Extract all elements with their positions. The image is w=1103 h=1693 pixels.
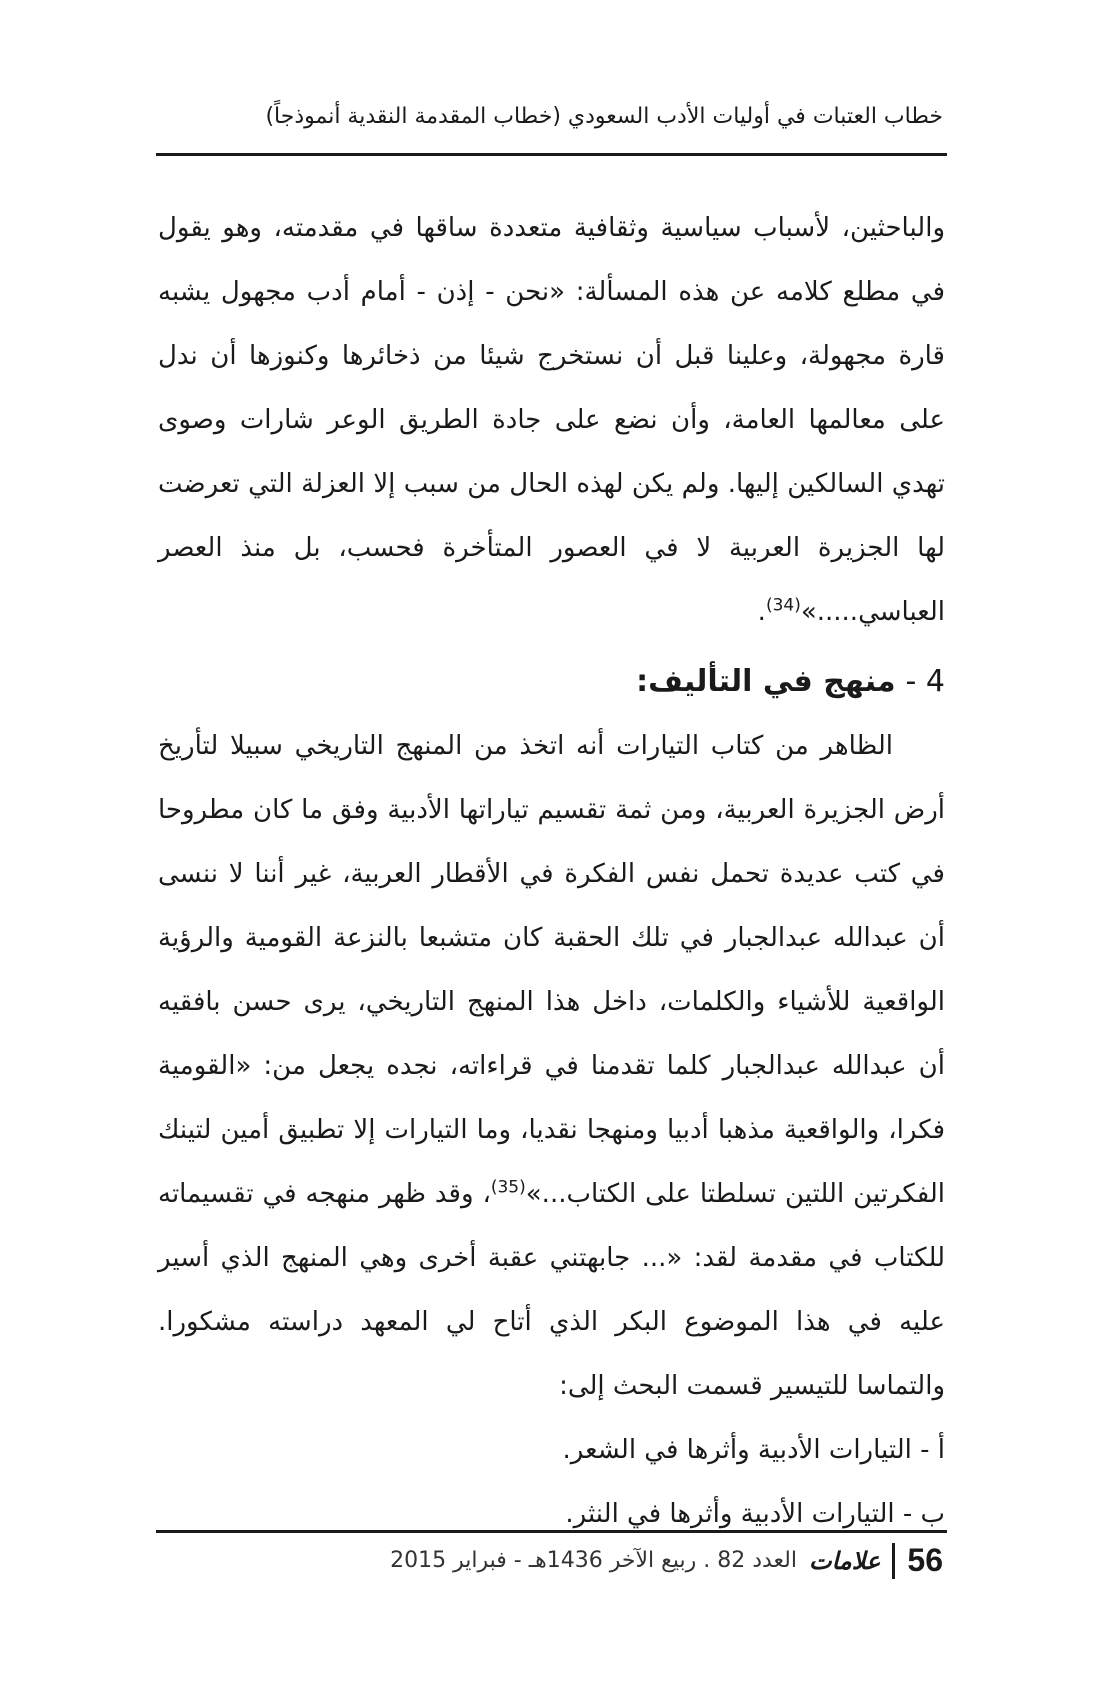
paragraph-text: والباحثين، لأسباب سياسية وثقافية متعددة ساقها في مقدمته، وهو يقول في مطلع كلامه عن هذه المسألة: «نحن - إذن - أمام أدب مجهول يشبه قارة مجهولة، وعلينا قبل أن نستخرج شيئا من ذخائرها وكنوزها أن ندل على معالمها العامة، وأن نضع على جادة الطريق الوعر شارات وصوى تهدي السالكين إليها. ولم يكن لهذه الحال من سبب إلا العزلة التي تعرضت لها الجزيرة العربية لا في العصور المتأخرة فحسب، بل منذ العصر العباسي.....»	[158, 213, 945, 627]
paragraph-text: الظاهر من كتاب التيارات أنه اتخذ من المنهج التاريخي سبيلا لتأريخ أرض الجزيرة العربية، ومن ثمة تقسيم تياراتها الأدبية وفق ما كان مطروحا في كتب عديدة تحمل نفس الفكرة في الأقطار العربية، غير أننا لا ننسى أن عبدالله عبدالجبار في تلك الحقبة كان متشبعا بالنزعة القومية والرؤية الواقعية للأشياء والكلمات، داخل هذا المنهج التاريخي، يرى حسن بافقيه أن عبدالله عبدالجبار كلما تقدمنا في قراءاته، نجده يجعل من: «القومية فكرا، والواقعية مذهبا أدبيا ومنهجا نقديا، وما التيارات إلا تطبيق أمين لتينك الفكرتين اللتين تسلطتا على الكتاب...»	[158, 731, 945, 1209]
paragraph-continuation: ، وقد ظهر منهجه في تقسيماته للكتاب في مقدمة لقد: «... جابهتني عقبة أخرى وهي المنهج الذي أسير عليه في هذا الموضوع البكر الذي أتاح لي المعهد دراسته مشكورا. والتماسا للتيسير قسمت البحث إلى:	[158, 1179, 945, 1401]
page-number: 56	[907, 1542, 943, 1578]
journal-logo: علامات	[809, 1546, 881, 1575]
page-footer	[390, 1542, 943, 1579]
issue-info: العدد 82 . ربيع الآخر 1436هـ - فبراير 2015	[390, 1548, 797, 1573]
article-body	[158, 196, 945, 1546]
paragraph-quote-1	[158, 196, 945, 644]
running-header: خطاب العتبات في أوليات الأدب السعودي (خطاب المقدمة النقدية أنموذجاً)	[265, 104, 943, 129]
footnote-ref-35: (35)	[490, 1177, 526, 1198]
footer-divider	[892, 1543, 895, 1579]
footnote-ref-34: (34)	[765, 595, 801, 616]
header-rule	[156, 153, 947, 156]
paragraph-method	[158, 714, 945, 1418]
paragraph-end: .	[757, 597, 766, 627]
list-item: أ - التيارات الأدبية وأثرها في الشعر.	[562, 1435, 945, 1465]
footer-rule	[156, 1530, 947, 1533]
list-item: ب - التيارات الأدبية وأثرها في النثر.	[565, 1499, 945, 1529]
section-title: منهج في التأليف:	[636, 664, 896, 699]
section-heading	[158, 650, 945, 714]
section-number: 4 -	[905, 664, 945, 699]
